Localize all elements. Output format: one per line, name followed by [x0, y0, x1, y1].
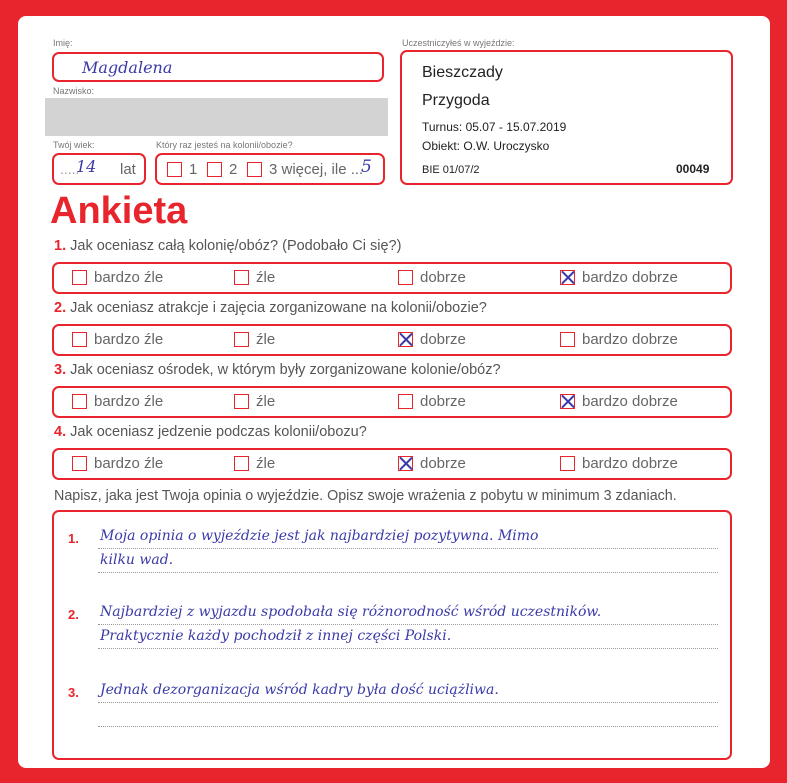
- question-number: 1.: [54, 238, 67, 254]
- checkbox[interactable]: [234, 456, 249, 471]
- question-text: Jak oceniasz atrakcje i zajęcia zorganizowane na kolonii/obozie?: [70, 300, 487, 316]
- rating-option[interactable]: [234, 393, 275, 410]
- rating-option[interactable]: [72, 331, 163, 348]
- times-option-1[interactable]: 1: [167, 161, 197, 178]
- rating-option-label: źle: [256, 269, 276, 286]
- age-dots: .....: [60, 161, 80, 177]
- rating-option-label: dobrze: [420, 331, 466, 348]
- rating-option-label: bardzo dobrze: [582, 455, 678, 472]
- checkbox[interactable]: [234, 270, 249, 285]
- question-4: [54, 424, 367, 440]
- checkbox[interactable]: [234, 394, 249, 409]
- opinion-prompt: Napisz, jaka jest Twoja opinia o wyjeździe. Opisz swoje wrażenia z pobytu w minimum 3 zdaniach.: [54, 488, 677, 504]
- rating-option-label: źle: [256, 393, 276, 410]
- checked-checkbox[interactable]: [398, 456, 413, 471]
- checkbox[interactable]: [398, 270, 413, 285]
- age-value: 14: [76, 157, 97, 176]
- rating-option[interactable]: [560, 269, 678, 286]
- rating-option-label: bardzo źle: [94, 331, 164, 348]
- rating-option[interactable]: [398, 455, 466, 472]
- checkbox[interactable]: [207, 162, 222, 177]
- writing-line: [98, 648, 718, 649]
- rating-option-label: źle: [256, 455, 276, 472]
- checkbox[interactable]: [72, 394, 87, 409]
- trip-info-box: [400, 50, 733, 185]
- checkbox[interactable]: [560, 456, 575, 471]
- times-option-2[interactable]: 2: [207, 161, 237, 178]
- rating-option[interactable]: [398, 269, 466, 286]
- writing-line: [98, 624, 718, 625]
- age-unit: lat: [120, 161, 136, 178]
- question-number: 4.: [54, 424, 67, 440]
- rating-option[interactable]: [72, 455, 163, 472]
- age-field[interactable]: [52, 153, 146, 185]
- name-value: Magdalena: [82, 58, 173, 77]
- handwritten-answer-line: Moja opinia o wyjeździe jest jak najbardziej pozytywna. Mimo: [100, 528, 539, 544]
- times-label: Który raz jesteś na kolonii/obozie?: [156, 140, 293, 150]
- rating-option-label: bardzo źle: [94, 269, 164, 286]
- rating-option-label: dobrze: [420, 269, 466, 286]
- handwritten-answer-line: kilku wad.: [100, 552, 174, 568]
- checkbox[interactable]: [234, 332, 249, 347]
- rating-option[interactable]: [234, 269, 275, 286]
- answer-number: 2.: [68, 607, 79, 622]
- checkbox[interactable]: [72, 332, 87, 347]
- name-field[interactable]: [52, 52, 384, 82]
- rating-option[interactable]: [398, 393, 466, 410]
- name-label: Imię:: [53, 38, 73, 48]
- checked-checkbox[interactable]: [560, 270, 575, 285]
- checkbox[interactable]: [167, 162, 182, 177]
- checkbox[interactable]: [247, 162, 262, 177]
- rating-option[interactable]: [234, 455, 275, 472]
- trip-program: Przygoda: [422, 92, 490, 109]
- rating-option[interactable]: [72, 393, 163, 410]
- checkbox[interactable]: [72, 270, 87, 285]
- rating-option[interactable]: [560, 331, 678, 348]
- question-1: [54, 238, 401, 254]
- age-label: Twój wiek:: [53, 140, 95, 150]
- checked-checkbox[interactable]: [398, 332, 413, 347]
- question-number: 2.: [54, 300, 67, 316]
- rating-option-label: źle: [256, 331, 276, 348]
- answer-number: 1.: [68, 531, 79, 546]
- writing-line: [98, 548, 718, 549]
- writing-line: [98, 702, 718, 703]
- question-text: Jak oceniasz całą kolonię/obóz? (Podobało Ci się?): [70, 238, 402, 254]
- trip-code: BIE 01/07/2: [422, 164, 480, 176]
- checkbox[interactable]: [398, 394, 413, 409]
- rating-option[interactable]: [234, 331, 275, 348]
- times-value: 5: [361, 157, 372, 177]
- question-text: Jak oceniasz jedzenie podczas kolonii/obozu?: [70, 424, 367, 440]
- checkbox[interactable]: [72, 456, 87, 471]
- times-option-3[interactable]: 3 więcej, ile ...: [247, 161, 363, 178]
- checked-checkbox[interactable]: [560, 394, 575, 409]
- handwritten-answer-line: Praktycznie każdy pochodził z innej części Polski.: [100, 628, 452, 644]
- trip-label: Uczestniczyłeś w wyjeździe:: [402, 38, 515, 48]
- question-3: [54, 362, 501, 378]
- trip-number: 00049: [676, 162, 710, 176]
- rating-option[interactable]: [398, 331, 466, 348]
- surname-label: Nazwisko:: [53, 86, 95, 96]
- rating-option-label: bardzo dobrze: [582, 331, 678, 348]
- rating-option[interactable]: [560, 455, 678, 472]
- question-text: Jak oceniasz ośrodek, w którym były zorganizowane kolonie/obóz?: [70, 362, 501, 378]
- trip-obiekt: Obiekt: O.W. Uroczysko: [422, 139, 550, 153]
- handwritten-answer-line: Jednak dezorganizacja wśród kadry była dość uciążliwa.: [100, 682, 499, 698]
- times-field: [155, 153, 385, 185]
- writing-line: [98, 726, 718, 727]
- handwritten-answer-line: Najbardziej z wyjazdu spodobała się różnorodność wśród uczestników.: [100, 604, 602, 620]
- rating-option-label: bardzo źle: [94, 393, 164, 410]
- writing-line: [98, 572, 718, 573]
- question-2: [54, 300, 487, 316]
- rating-option-label: bardzo dobrze: [582, 269, 678, 286]
- trip-turnus: Turnus: 05.07 - 15.07.2019: [422, 120, 567, 134]
- rating-option-label: dobrze: [420, 455, 466, 472]
- rating-option-label: dobrze: [420, 393, 466, 410]
- survey-title: Ankieta: [50, 190, 188, 232]
- rating-option-label: bardzo źle: [94, 455, 164, 472]
- trip-region: Bieszczady: [422, 64, 503, 81]
- checkbox[interactable]: [560, 332, 575, 347]
- rating-option[interactable]: [72, 269, 163, 286]
- answer-number: 3.: [68, 685, 79, 700]
- rating-option-label: bardzo dobrze: [582, 393, 678, 410]
- redacted-surname: [45, 98, 388, 136]
- rating-option[interactable]: [560, 393, 678, 410]
- question-number: 3.: [54, 362, 67, 378]
